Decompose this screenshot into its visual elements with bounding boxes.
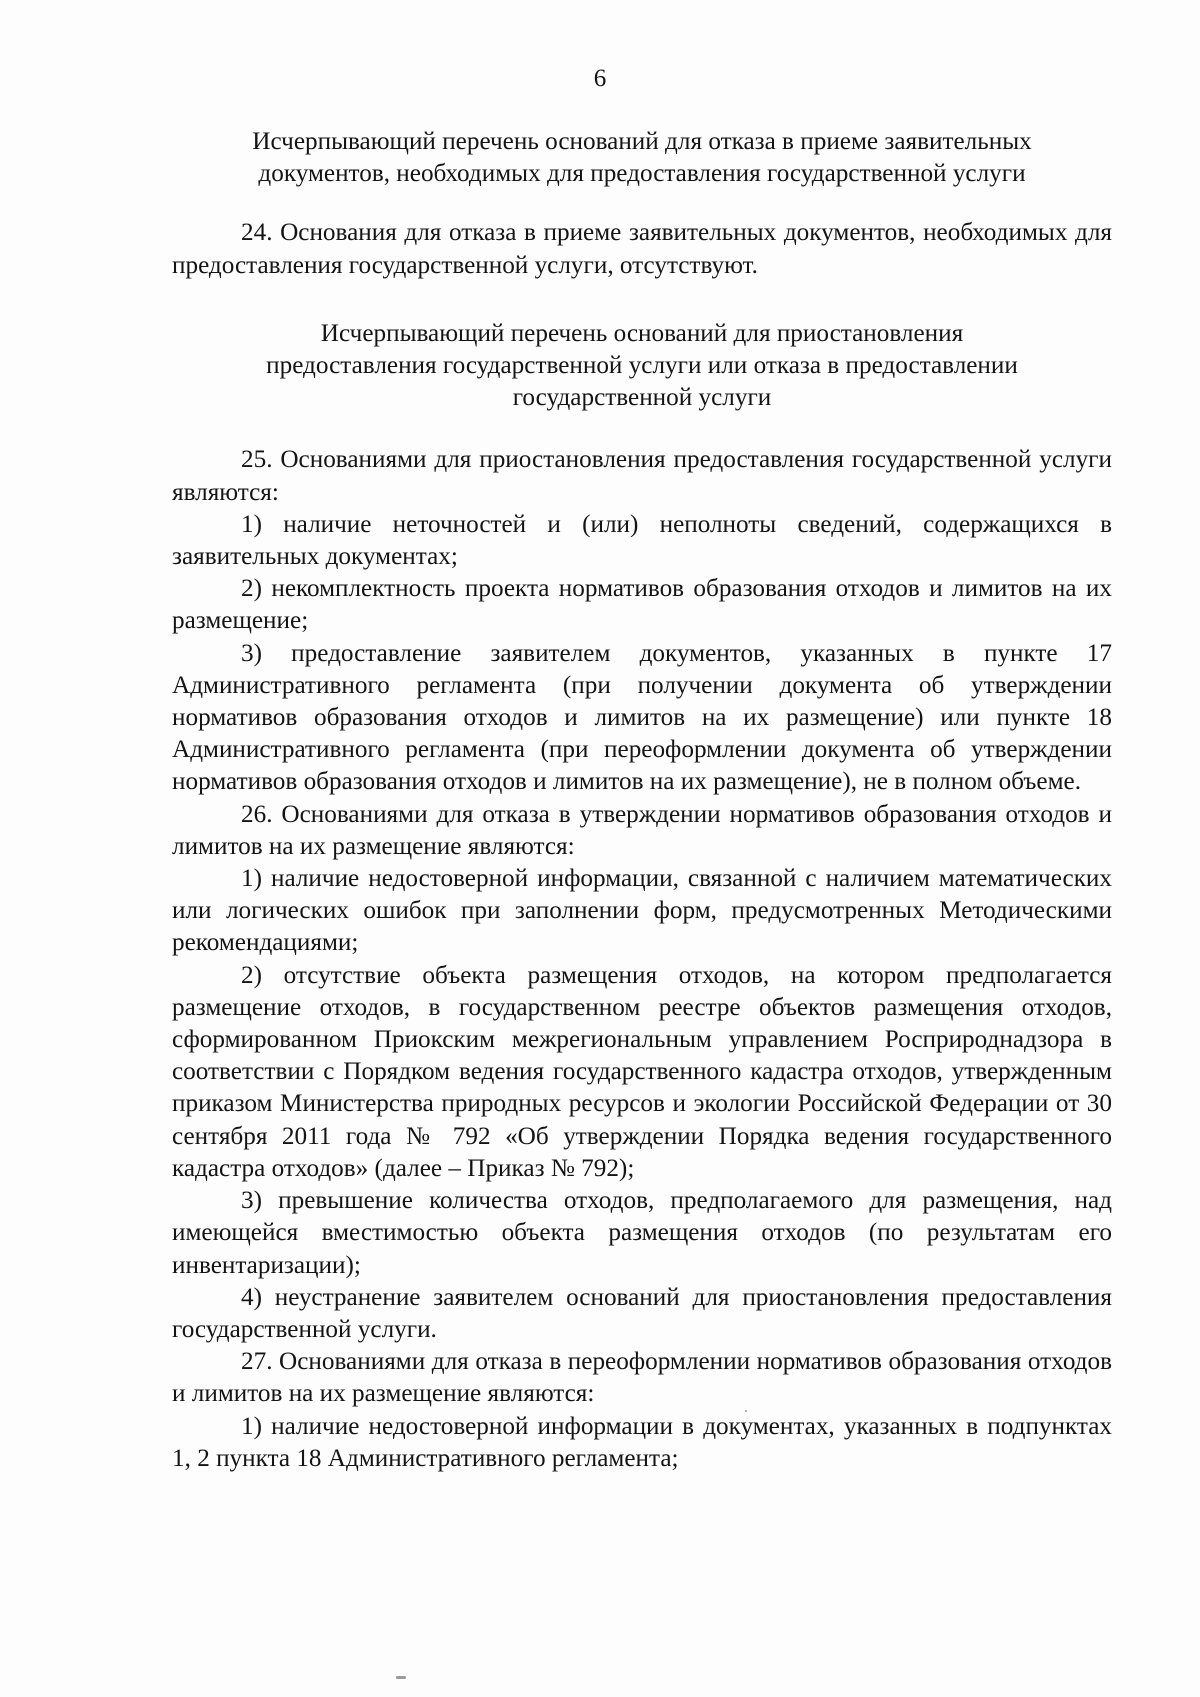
scan-smudge <box>396 1676 406 1679</box>
list-item: 1) наличие неточностей и (или) неполноты сведений, содержащихся в заявительных документах; <box>172 510 1112 571</box>
heading-line: Исчерпывающий перечень оснований для приостановления <box>320 319 964 347</box>
list-item: 2) некомплектность проекта нормативов образования отходов и лимитов на их размещение; <box>172 575 1112 635</box>
section-heading-suspension-refusal <box>172 318 1112 415</box>
heading-line: Исчерпывающий перечень оснований для отказа в приеме заявительных <box>252 128 1032 155</box>
list-item: 2) отсутствие объекта размещения отходов, на котором предполагается размещение отходов, в государственном реестре объектов размещения отходов, сформированном Приокским межрегиональным управлением Росприроднадзора в соответствии с Порядком ведения государственного кадастра отходов, утвержденным приказом Министерства природных ресурсов и экологии Российской Федерации от 30 сентября 2011 года № 792 «Об утверждении Порядка ведения государственного кадастра отходов» (далее – Приказ № 792); <box>172 961 1112 1182</box>
page-number: 6 <box>593 65 607 92</box>
heading-line: предоставления государственной услуги или отказа в предоставлении <box>266 352 1018 380</box>
section-heading-refusal-acceptance <box>172 126 1112 190</box>
heading-line: государственной услуги <box>512 384 772 412</box>
list-item: 3) превышение количества отходов, предполагаемого для размещения, над имеющейся вместимостью объекта размещения отходов (по результатам его инвентаризации); <box>172 1187 1112 1279</box>
paragraph-27: 27. Основаниями для отказа в переоформлении нормативов образования отходов и лимитов на их размещение являются: <box>172 1348 1112 1408</box>
paragraph-26: 26. Основаниями для отказа в утверждении нормативов образования отходов и лимитов на их размещение являются: <box>172 800 1112 860</box>
list-item: 4) неустранение заявителем оснований для приостановления предоставления государственной услуги. <box>172 1283 1112 1343</box>
list-item: 1) наличие недостоверной информации, связанной с наличием математических или логических ошибок при заполнении форм, предусмотренных Методическими рекомендациями; <box>172 865 1112 957</box>
list-item: 1) наличие недостоверной информации в документах, указанных в подпунктах 1, 2 пункта 18 Административного регламента; <box>172 1412 1112 1472</box>
document-body <box>172 126 1112 1475</box>
scan-speck <box>745 1410 747 1412</box>
list-item: 3) предоставление заявителем документов, указанных в пункте 17 Административного регламента (при получении документа об утверждении нормативов образования отходов и лимитов на их размещение) или пункте 18 Административного регламента (при переоформлении документа об утверждении нормативов образования отходов и лимитов на их размещение), не в полном объеме. <box>172 639 1112 796</box>
paragraph-24: 24. Основания для отказа в приеме заявительных документов, необходимых для предоставления государственной услуги, отсутствуют. <box>172 219 1112 279</box>
heading-line: документов, необходимых для предоставления государственной услуги <box>258 160 1026 188</box>
paragraph-25: 25. Основаниями для приостановления предоставления государственной услуги являются: <box>172 446 1112 506</box>
